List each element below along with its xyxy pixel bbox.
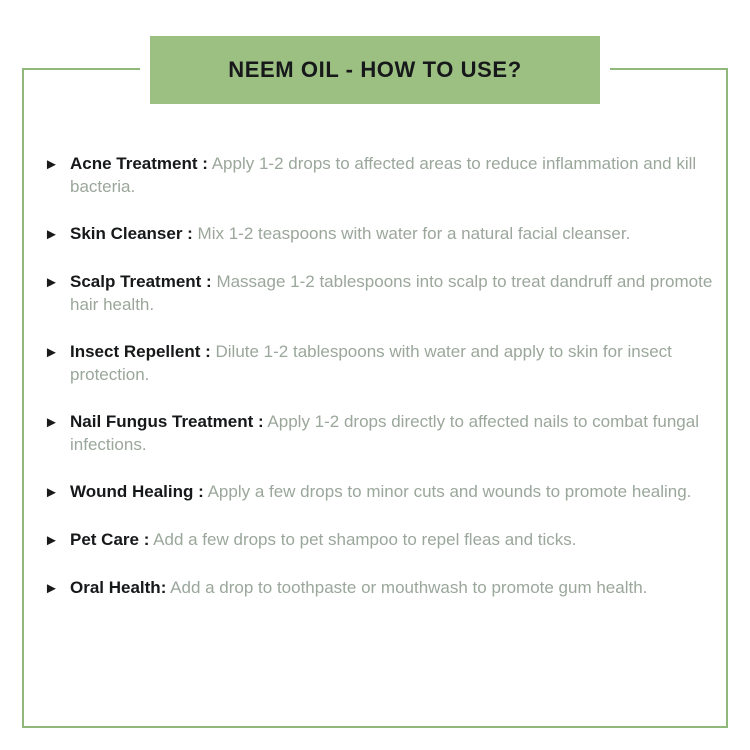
list-item bbox=[44, 152, 716, 198]
list-item-desc: Add a drop to toothpaste or mouthwash to promote gum health. bbox=[166, 578, 648, 597]
list-item-body bbox=[70, 410, 716, 456]
bullet-icon: ► bbox=[44, 580, 59, 597]
list-item-term: Pet Care : bbox=[70, 530, 150, 549]
list-item-term: Nail Fungus Treatment : bbox=[70, 412, 264, 431]
list-item-desc: Apply 1-2 drops directly to affected nails to combat fungal infections. bbox=[70, 412, 699, 454]
list-item bbox=[44, 480, 716, 504]
list-item-desc: Add a few drops to pet shampoo to repel fleas and ticks. bbox=[149, 530, 577, 549]
bullet-icon: ► bbox=[44, 226, 59, 243]
list-item-term: Skin Cleanser : bbox=[70, 224, 193, 243]
list-item-desc: Apply a few drops to minor cuts and wounds to promote healing. bbox=[203, 482, 692, 501]
usage-list bbox=[44, 152, 716, 600]
list-item-body bbox=[70, 528, 716, 551]
list-item-body bbox=[70, 576, 716, 599]
list-item-desc: Apply 1-2 drops to affected areas to reduce inflammation and kill bacteria. bbox=[70, 154, 697, 196]
page-title: NEEM OIL - HOW TO USE? bbox=[228, 57, 522, 82]
list-item-body bbox=[70, 152, 716, 198]
bullet-icon: ► bbox=[44, 532, 59, 549]
list-item-desc: Dilute 1-2 tablespoons with water and apply to skin for insect protection. bbox=[70, 342, 672, 384]
list-item-term: Insect Repellent : bbox=[70, 342, 211, 361]
list-item-body bbox=[70, 222, 716, 245]
bullet-icon: ► bbox=[44, 344, 59, 361]
bullet-icon: ► bbox=[44, 156, 59, 173]
list-item bbox=[44, 270, 716, 316]
title-banner bbox=[150, 36, 600, 104]
list-item-desc: Mix 1-2 teaspoons with water for a natural facial cleanser. bbox=[192, 224, 631, 243]
list-item bbox=[44, 340, 716, 386]
list-item-term: Scalp Treatment : bbox=[70, 272, 212, 291]
list-item-term: Wound Healing : bbox=[70, 482, 204, 501]
list-item-body bbox=[70, 340, 716, 386]
bullet-icon: ► bbox=[44, 274, 59, 291]
list-item-term: Oral Health: bbox=[70, 578, 167, 597]
list-item bbox=[44, 528, 716, 552]
list-item-term: Acne Treatment : bbox=[70, 154, 208, 173]
list-item bbox=[44, 222, 716, 246]
list-item bbox=[44, 576, 716, 600]
bullet-icon: ► bbox=[44, 484, 59, 501]
list-item bbox=[44, 410, 716, 456]
list-item-body bbox=[70, 480, 716, 503]
list-item-desc: Massage 1-2 tablespoons into scalp to treat dandruff and promote hair health. bbox=[70, 272, 713, 314]
list-item-body bbox=[70, 270, 716, 316]
bullet-icon: ► bbox=[44, 414, 59, 431]
